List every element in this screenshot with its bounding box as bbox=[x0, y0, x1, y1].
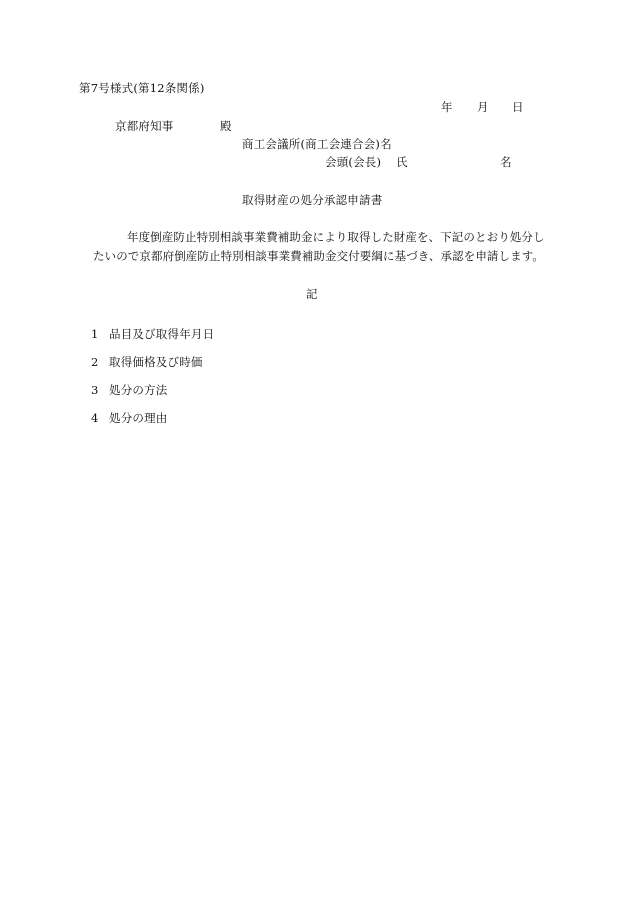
applicant-org: 商工会議所(商工会連合会)名 bbox=[242, 137, 392, 151]
applicant-name-label-1: 氏 bbox=[396, 155, 408, 169]
body-line-2: たいので京都府倒産防止特別相談事業費補助金交付要綱に基づき、承認を申請します。 bbox=[93, 249, 545, 263]
item-label: 品目及び取得年月日 bbox=[109, 327, 215, 341]
body-line-1: 年度倒産防止特別相談事業費補助金により取得した財産を、下記のとおり処分し bbox=[127, 230, 545, 244]
item-number: 4 bbox=[91, 411, 99, 425]
ki-heading: 記 bbox=[306, 287, 318, 301]
applicant-head: 会頭(会長) bbox=[325, 155, 382, 169]
date-month-label: 月 bbox=[477, 100, 489, 114]
list-item bbox=[91, 383, 168, 397]
list-item bbox=[91, 327, 214, 341]
applicant-name-label-2: 名 bbox=[500, 155, 512, 169]
item-label: 取得価格及び時価 bbox=[109, 355, 203, 369]
addressee-honorific: 殿 bbox=[220, 119, 232, 133]
list-item bbox=[91, 411, 168, 425]
form-number: 第7号様式(第12条関係) bbox=[79, 81, 205, 95]
addressee-name: 京都府知事 bbox=[115, 119, 174, 133]
document-title: 取得財産の処分承認申請書 bbox=[242, 193, 383, 207]
item-number: 1 bbox=[91, 327, 99, 341]
item-label: 処分の理由 bbox=[109, 411, 168, 425]
date-day-label: 日 bbox=[512, 100, 524, 114]
date-year-label: 年 bbox=[441, 100, 453, 114]
list-item bbox=[91, 355, 203, 369]
item-label: 処分の方法 bbox=[109, 383, 168, 397]
item-number: 2 bbox=[91, 355, 99, 369]
item-number: 3 bbox=[91, 383, 99, 397]
